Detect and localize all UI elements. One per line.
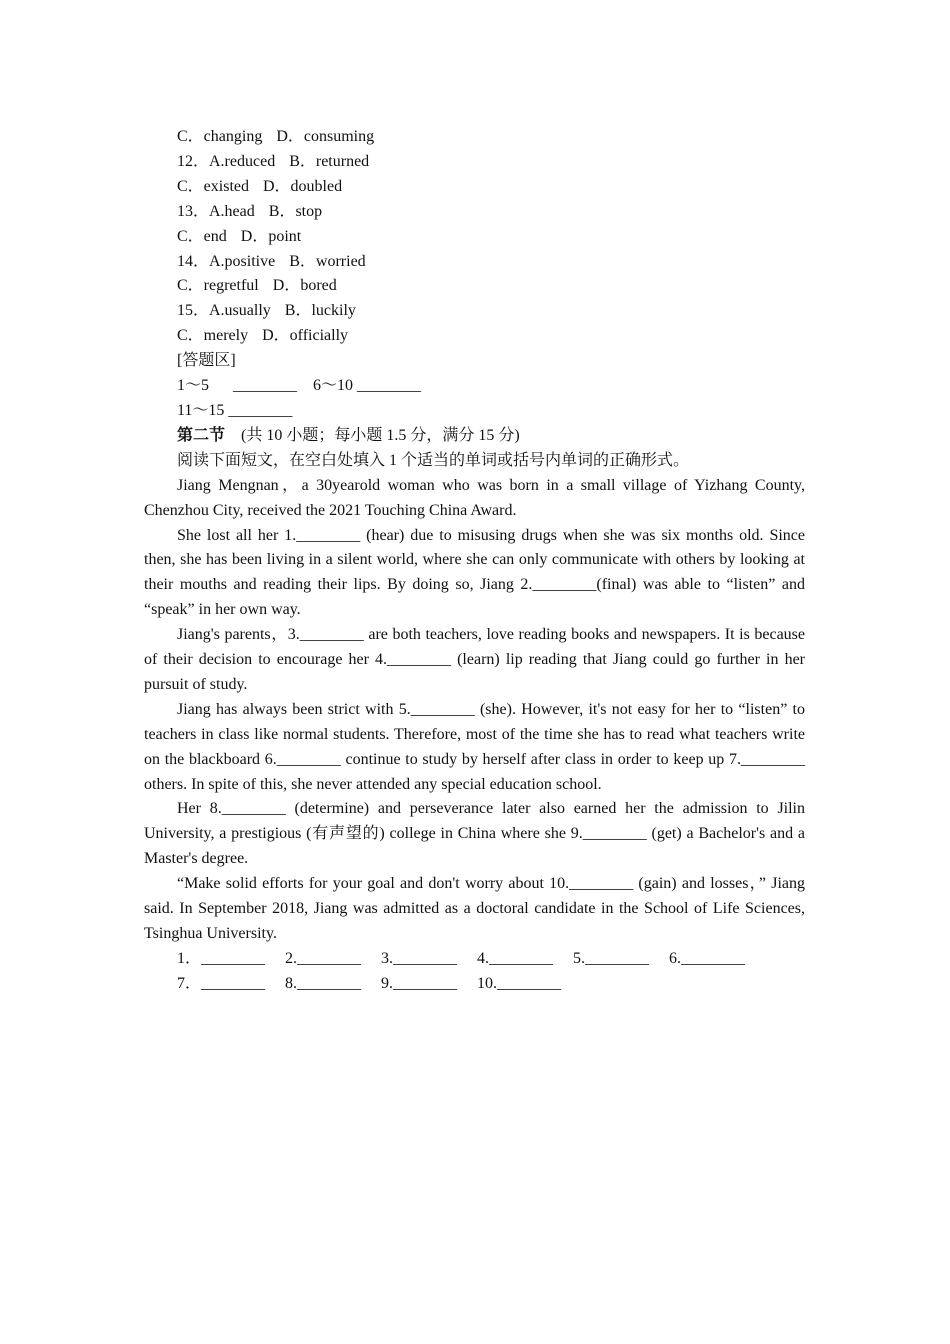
passage-paragraph: Jiang Mengnan，a 30yearold woman who was born in a small village of Yizhang County, Chenzhou City, received the 2021 Touching China Award. <box>144 476 805 519</box>
option-line <box>144 324 805 349</box>
answer-blank: ________ <box>233 377 298 395</box>
option-text: C．regretful <box>177 277 259 295</box>
answer-area-label: [答题区] <box>177 352 236 370</box>
answer-blanks-row <box>144 947 805 972</box>
option-text: B．stop <box>268 202 323 220</box>
answer-blank: 3.________ <box>381 949 458 967</box>
option-text: 15．A.usually <box>177 302 271 320</box>
passage-paragraph: Jiang has always been strict with 5.________ (she). However, it's not easy for her to “listen” to teachers in class like normal students. Therefore, most of the time she has to read what teachers write on the blackboard 6.________ continue to study by herself after class in order to keep up 7.________ others. In spite of this, she never attended any special education school. <box>144 700 805 793</box>
answer-blank: 5.________ <box>573 949 650 967</box>
option-text: B．luckily <box>284 302 356 320</box>
document-page <box>144 125 805 997</box>
answer-blank: 4.________ <box>477 949 554 967</box>
option-line <box>144 150 805 175</box>
option-line <box>144 125 805 150</box>
answer-range: 6～10 ________ <box>313 377 422 395</box>
answer-blank: 10.________ <box>477 974 562 992</box>
option-line <box>144 175 805 200</box>
option-text: C．merely <box>177 327 249 345</box>
section-heading <box>144 424 805 449</box>
option-text: D．point <box>240 227 302 245</box>
answer-blank: 7．________ <box>177 974 266 992</box>
option-line <box>144 200 805 225</box>
answer-area-row: 11～15 ________ <box>177 401 293 419</box>
answer-area-row <box>144 374 805 399</box>
passage-paragraph: Her 8.________ (determine) and perseverance later also earned her the admission to Jilin University, a prestigious (有声望的) college in China where she 9.________ (get) a Bachelor's and a Master's degree. <box>144 800 805 868</box>
option-line <box>144 274 805 299</box>
option-text: D．consuming <box>276 128 375 145</box>
answer-range: 1～5 <box>177 377 210 395</box>
answer-blank: 2.________ <box>285 949 362 967</box>
answer-blanks-row <box>144 972 805 997</box>
passage-paragraph: “Make solid efforts for your goal and don't worry about 10.________ (gain) and losses，” Jiang said. In September 2018, Jiang was admitted as a doctoral candidate in the School of Life Sciences, Tsinghua University. <box>144 875 805 942</box>
option-text: C．changing <box>177 128 263 145</box>
option-text: C．end <box>177 227 227 245</box>
option-text: D．bored <box>272 277 337 295</box>
answer-blank: 1．________ <box>177 949 266 967</box>
option-line <box>144 299 805 324</box>
section-title: 第二节 <box>177 426 226 444</box>
option-text: B．returned <box>289 152 370 170</box>
answer-blank: 6.________ <box>669 949 746 967</box>
passage-paragraph: She lost all her 1.________ (hear) due to misusing drugs when she was six months old. Since then, she has been living in a silent world, where she can only communicate with others by looking at their mouths and reading their lips. By doing so, Jiang 2.________(final) was able to “listen” and “speak” in her own way. <box>144 526 805 619</box>
section-instruction: 阅读下面短文，在空白处填入 1 个适当的单词或括号内单词的正确形式。 <box>177 451 690 469</box>
option-text: 14．A.positive <box>177 252 276 270</box>
answer-blank: 8.________ <box>285 974 362 992</box>
section-note: (共 10 小题；每小题 1.5 分，满分 15 分) <box>241 426 520 444</box>
passage-paragraph: Jiang's parents，3.________ are both teachers, love reading books and newspapers. It is because of their decision to encourage her 4.________ (learn) lip reading that Jiang could go further in her pursuit of study. <box>144 626 805 693</box>
option-text: 12．A.reduced <box>177 152 276 170</box>
option-line <box>144 225 805 250</box>
answer-blank: 9.________ <box>381 974 458 992</box>
option-text: D．doubled <box>263 177 343 195</box>
option-text: 13．A.head <box>177 202 255 220</box>
option-text: D．officially <box>262 327 349 345</box>
option-text: B．worried <box>289 252 366 270</box>
option-line <box>144 250 805 275</box>
option-text: C．existed <box>177 177 249 195</box>
